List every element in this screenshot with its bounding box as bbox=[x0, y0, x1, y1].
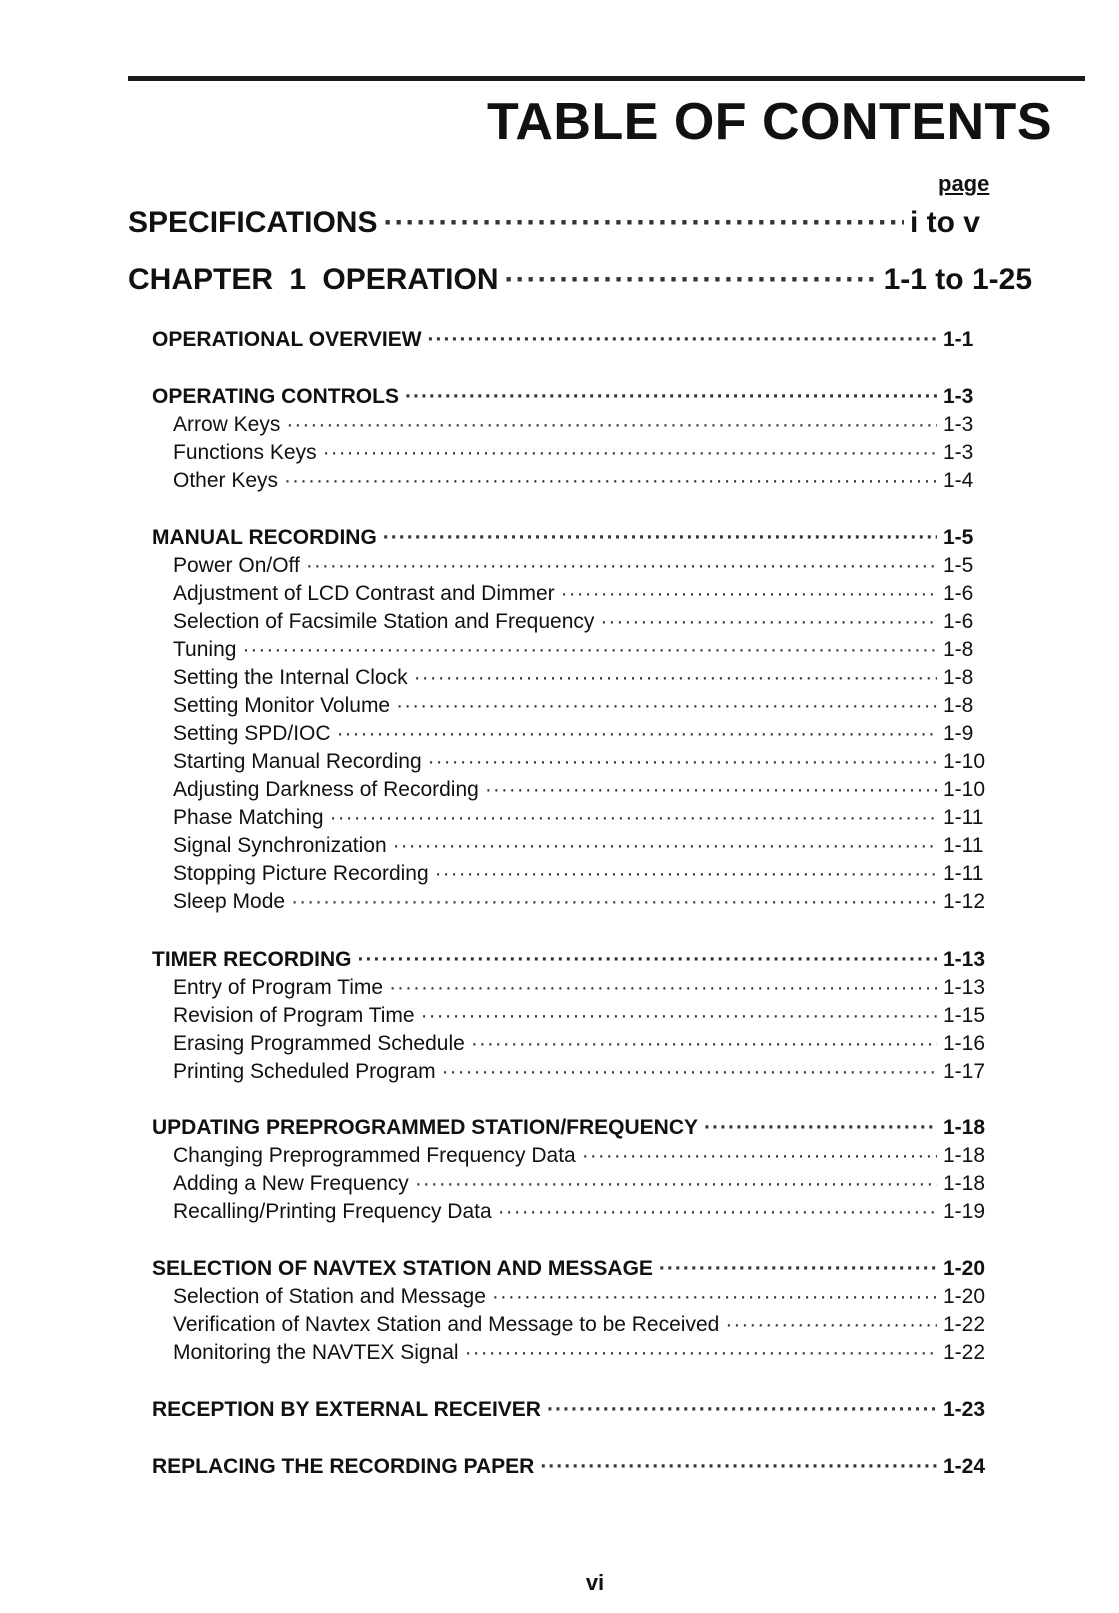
toc-item bbox=[173, 750, 1001, 778]
toc-item bbox=[173, 441, 1001, 469]
leader-dots bbox=[330, 806, 937, 830]
toc-label: REPLACING THE RECORDING PAPER bbox=[152, 1455, 535, 1478]
leader-dots bbox=[337, 722, 937, 746]
toc-label: Entry of Program Time bbox=[173, 976, 384, 999]
leader-dots bbox=[561, 582, 937, 606]
leader-dots bbox=[291, 890, 937, 914]
toc-section bbox=[152, 948, 1001, 976]
toc-page: 1-20 bbox=[943, 1285, 986, 1308]
leader-dots bbox=[442, 1060, 937, 1084]
toc-item bbox=[173, 1004, 1001, 1032]
toc-page: 1-1 bbox=[943, 328, 974, 351]
leader-dots bbox=[396, 694, 937, 718]
leader-dots bbox=[504, 263, 877, 297]
toc-section bbox=[152, 385, 1001, 413]
toc-label: Selection of Facsimile Station and Frequency bbox=[173, 610, 595, 633]
toc-page: 1-3 bbox=[943, 413, 974, 436]
toc-label: Functions Keys bbox=[173, 441, 317, 464]
leader-dots bbox=[306, 554, 937, 578]
toc-page: 1-8 bbox=[943, 638, 974, 661]
toc-page: 1-6 bbox=[943, 610, 974, 633]
toc-page: 1-18 bbox=[943, 1116, 986, 1139]
toc-page: 1-3 bbox=[943, 385, 974, 408]
toc-page: 1-11 bbox=[943, 834, 984, 857]
toc-page: 1-16 bbox=[943, 1032, 986, 1055]
leader-dots bbox=[415, 1172, 937, 1196]
leader-dots bbox=[421, 1004, 937, 1028]
header-rule bbox=[128, 76, 1085, 81]
toc-label: Adding a New Frequency bbox=[173, 1172, 409, 1195]
toc-label: Revision of Program Time bbox=[173, 1004, 415, 1027]
toc-label: Monitoring the NAVTEX Signal bbox=[173, 1341, 459, 1364]
leader-dots bbox=[393, 834, 937, 858]
toc-item bbox=[173, 666, 1001, 694]
toc-entry-specifications bbox=[128, 206, 980, 246]
toc-page: 1-20 bbox=[943, 1257, 986, 1280]
toc-page: 1-17 bbox=[943, 1060, 986, 1083]
toc-item bbox=[173, 554, 1001, 582]
toc-section bbox=[152, 1455, 1001, 1483]
toc-item bbox=[173, 1032, 1001, 1060]
leader-dots bbox=[465, 1341, 937, 1365]
toc-label: Printing Scheduled Program bbox=[173, 1060, 436, 1083]
toc-label: RECEPTION BY EXTERNAL RECEIVER bbox=[152, 1398, 541, 1421]
toc-page: 1-8 bbox=[943, 666, 974, 689]
toc-page: 1-5 bbox=[943, 554, 974, 577]
toc-item bbox=[173, 862, 1001, 890]
toc-section bbox=[152, 328, 1001, 356]
toc-label: Tuning bbox=[173, 638, 237, 661]
leader-dots bbox=[383, 526, 937, 550]
toc-label: OPERATIONAL OVERVIEW bbox=[152, 328, 422, 351]
toc-item bbox=[173, 722, 1001, 750]
toc-label: Phase Matching bbox=[173, 806, 324, 829]
toc-label: CHAPTER 1 OPERATION bbox=[128, 263, 499, 296]
toc-label: MANUAL RECORDING bbox=[152, 526, 377, 549]
toc-page: 1-5 bbox=[943, 526, 974, 549]
toc-label: UPDATING PREPROGRAMMED STATION/FREQUENCY bbox=[152, 1116, 699, 1139]
toc-item bbox=[173, 469, 1001, 497]
leader-dots bbox=[492, 1285, 937, 1309]
toc-page: 1-11 bbox=[943, 862, 984, 885]
toc-page: 1-9 bbox=[943, 722, 974, 745]
leader-dots bbox=[540, 1455, 937, 1479]
leader-dots bbox=[435, 862, 937, 886]
leader-dots bbox=[383, 206, 904, 240]
toc-page: 1-3 bbox=[943, 441, 974, 464]
toc-page: 1-13 bbox=[943, 948, 986, 971]
leader-dots bbox=[428, 328, 937, 352]
toc-label: Other Keys bbox=[173, 469, 279, 492]
page-number: vi bbox=[585, 1570, 605, 1595]
toc-label: Setting Monitor Volume bbox=[173, 694, 391, 717]
toc-label: Power On/Off bbox=[173, 554, 300, 577]
toc-section bbox=[152, 1116, 1001, 1144]
toc-item bbox=[173, 694, 1001, 722]
leader-dots bbox=[284, 469, 937, 493]
toc-page: 1-11 bbox=[943, 806, 984, 829]
toc-label: Signal Synchronization bbox=[173, 834, 387, 857]
toc-label: Setting the Internal Clock bbox=[173, 666, 408, 689]
toc-page: 1-22 bbox=[943, 1313, 986, 1336]
leader-dots bbox=[485, 778, 937, 802]
leader-dots bbox=[414, 666, 937, 690]
toc-item bbox=[173, 1172, 1001, 1200]
toc-section bbox=[152, 1398, 1001, 1426]
leader-dots bbox=[600, 610, 937, 634]
toc-page: 1-23 bbox=[943, 1398, 986, 1421]
leader-dots bbox=[704, 1116, 937, 1140]
toc-item bbox=[173, 976, 1001, 1004]
toc-label: Adjustment of LCD Contrast and Dimmer bbox=[173, 582, 555, 605]
leader-dots bbox=[582, 1144, 937, 1168]
toc-page: 1-19 bbox=[943, 1200, 986, 1223]
toc-page: 1-18 bbox=[943, 1172, 986, 1195]
toc-page: i to v bbox=[909, 206, 980, 239]
toc-page: 1-1 to 1-25 bbox=[883, 263, 1032, 296]
toc-label: Starting Manual Recording bbox=[173, 750, 422, 773]
toc-page: 1-10 bbox=[943, 778, 986, 801]
toc-page: 1-12 bbox=[943, 890, 986, 913]
leader-dots bbox=[242, 638, 937, 662]
toc-label: Erasing Programmed Schedule bbox=[173, 1032, 465, 1055]
toc-page: 1-6 bbox=[943, 582, 974, 605]
toc-label: OPERATING CONTROLS bbox=[152, 385, 399, 408]
toc-item bbox=[173, 582, 1001, 610]
toc-label: Adjusting Darkness of Recording bbox=[173, 778, 479, 801]
toc-page: 1-4 bbox=[943, 469, 974, 492]
toc-page: 1-15 bbox=[943, 1004, 986, 1027]
toc-label: Stopping Picture Recording bbox=[173, 862, 429, 885]
toc-item bbox=[173, 638, 1001, 666]
toc-label: Recalling/Printing Frequency Data bbox=[173, 1200, 492, 1223]
leader-dots bbox=[659, 1257, 937, 1281]
toc-label: Arrow Keys bbox=[173, 413, 281, 436]
leader-dots bbox=[405, 385, 937, 409]
toc-page: 1-8 bbox=[943, 694, 974, 717]
leader-dots bbox=[498, 1200, 937, 1224]
toc-item bbox=[173, 610, 1001, 638]
toc-entry-chapter-1 bbox=[128, 263, 1032, 303]
toc-page: 1-24 bbox=[943, 1455, 986, 1478]
toc-item bbox=[173, 890, 1001, 918]
toc-item bbox=[173, 1313, 1001, 1341]
leader-dots bbox=[286, 413, 937, 437]
toc-item bbox=[173, 1341, 1001, 1369]
toc-page: 1-18 bbox=[943, 1144, 986, 1167]
leader-dots bbox=[389, 976, 937, 1000]
leader-dots bbox=[358, 948, 938, 972]
toc-page: 1-10 bbox=[943, 750, 986, 773]
toc-section bbox=[152, 1257, 1001, 1285]
toc-page: 1-13 bbox=[943, 976, 986, 999]
toc-item bbox=[173, 413, 1001, 441]
toc-label: SELECTION OF NAVTEX STATION AND MESSAGE bbox=[152, 1257, 653, 1280]
toc-label: TIMER RECORDING bbox=[152, 948, 352, 971]
toc-item bbox=[173, 1285, 1001, 1313]
toc-item bbox=[173, 1144, 1001, 1172]
toc-label: Selection of Station and Message bbox=[173, 1285, 486, 1308]
leader-dots bbox=[547, 1398, 937, 1422]
page-title: TABLE OF CONTENTS bbox=[486, 93, 1052, 151]
toc-item bbox=[173, 1200, 1001, 1228]
toc-section bbox=[152, 526, 1001, 554]
toc-label: Verification of Navtex Station and Message to be Received bbox=[173, 1313, 720, 1336]
toc-item bbox=[173, 806, 1001, 834]
toc-item bbox=[173, 834, 1001, 862]
leader-dots bbox=[428, 750, 937, 774]
leader-dots bbox=[471, 1032, 937, 1056]
leader-dots bbox=[323, 441, 937, 465]
toc-label: Sleep Mode bbox=[173, 890, 286, 913]
toc-page: 1-22 bbox=[943, 1341, 986, 1364]
toc-label: SPECIFICATIONS bbox=[128, 206, 378, 239]
toc-item bbox=[173, 778, 1001, 806]
toc-item bbox=[173, 1060, 1001, 1088]
toc-label: Changing Preprogrammed Frequency Data bbox=[173, 1144, 576, 1167]
leader-dots bbox=[725, 1313, 937, 1337]
page-column-header: page bbox=[938, 171, 990, 196]
toc-label: Setting SPD/IOC bbox=[173, 722, 331, 745]
